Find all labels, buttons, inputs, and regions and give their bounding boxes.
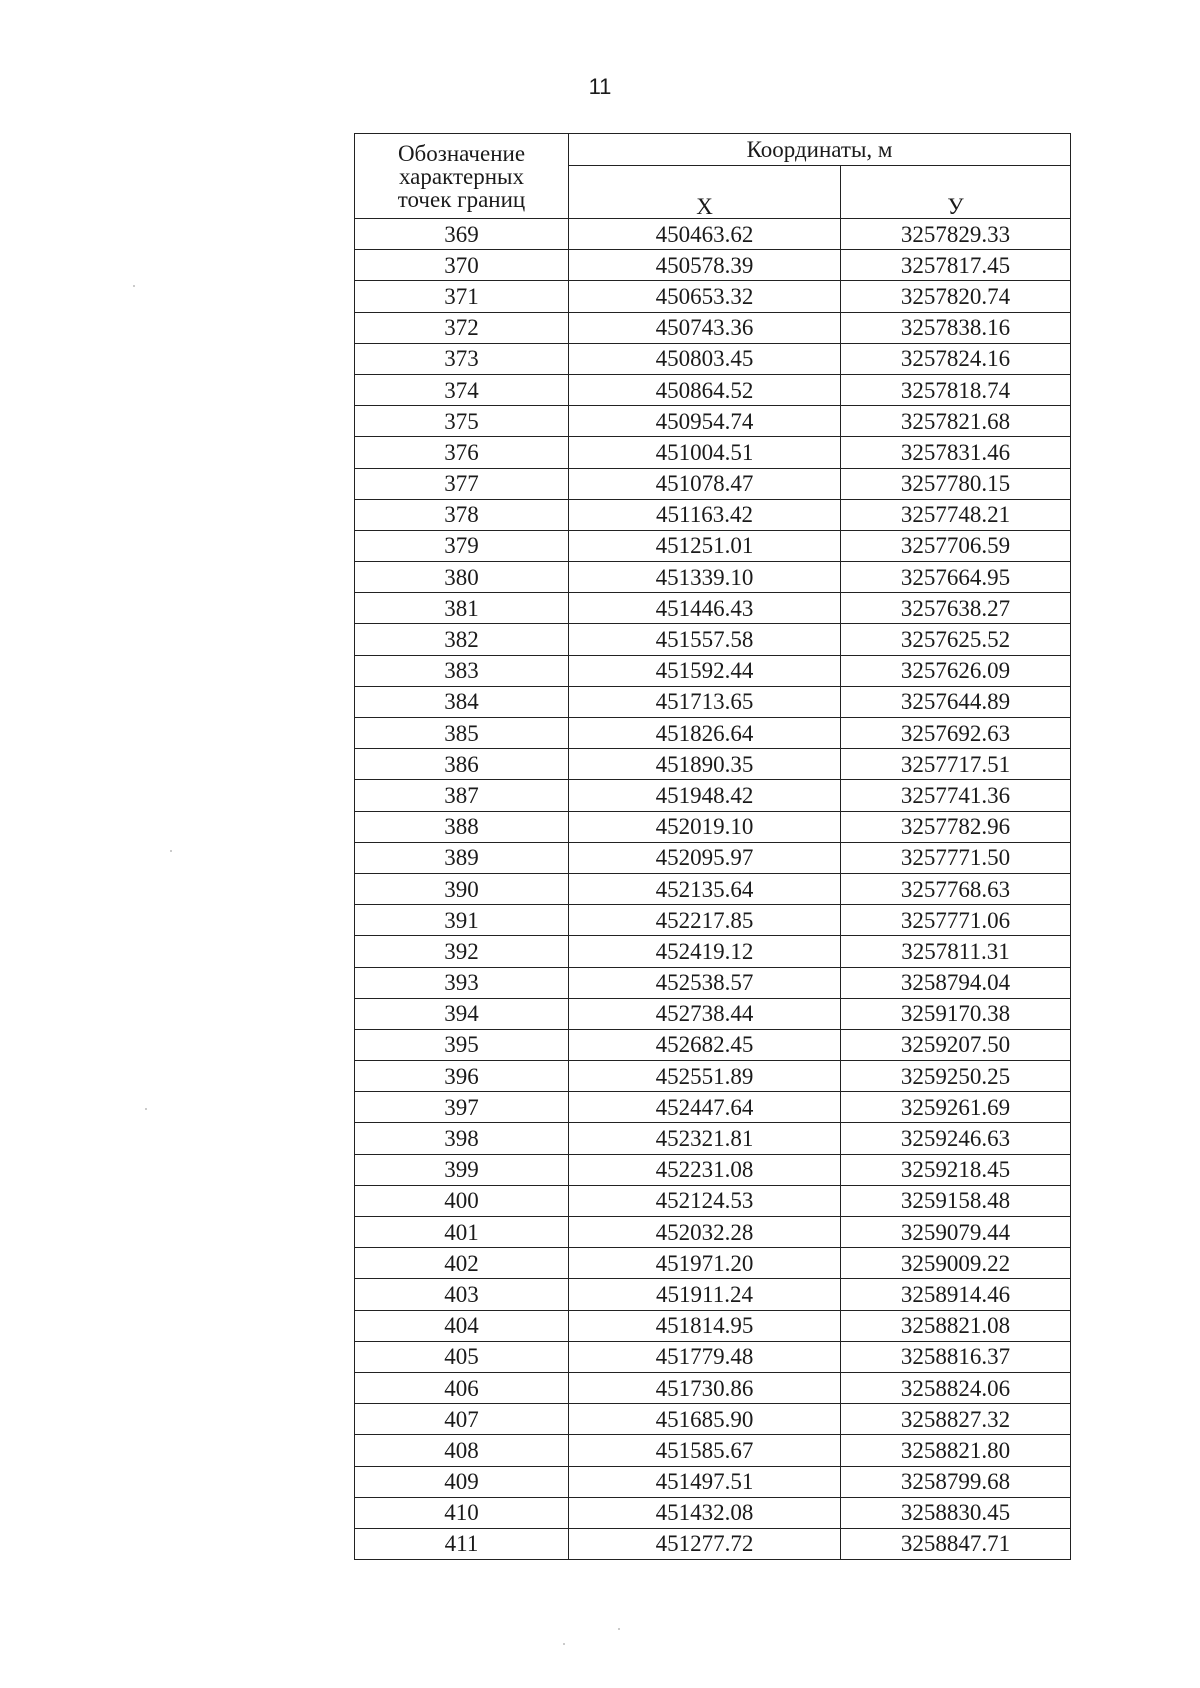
x-coordinate-cell: 452682.45 [569,1029,841,1060]
header-x: X [569,166,841,219]
y-coordinate-cell: 3257717.51 [841,749,1071,780]
y-coordinate-cell: 3257780.15 [841,468,1071,499]
x-coordinate-cell: 452135.64 [569,873,841,904]
table-row [355,1061,1071,1092]
table-row [355,1123,1071,1154]
y-coordinate-cell: 3259218.45 [841,1154,1071,1185]
point-number-cell: 398 [355,1123,569,1154]
table-row [355,811,1071,842]
x-coordinate-cell: 452419.12 [569,936,841,967]
point-number-cell: 390 [355,873,569,904]
point-number-cell: 382 [355,624,569,655]
point-number-cell: 373 [355,343,569,374]
table-row [355,1154,1071,1185]
scan-speck [170,850,172,852]
x-coordinate-cell: 451251.01 [569,530,841,561]
y-coordinate-cell: 3257811.31 [841,936,1071,967]
point-number-cell: 369 [355,219,569,250]
x-coordinate-cell: 451971.20 [569,1248,841,1279]
table-header [355,134,1071,219]
x-coordinate-cell: 450803.45 [569,343,841,374]
y-coordinate-cell: 3259250.25 [841,1061,1071,1092]
y-coordinate-cell: 3257829.33 [841,219,1071,250]
table-body [355,219,1071,1560]
table-row [355,281,1071,312]
y-coordinate-cell: 3258821.08 [841,1310,1071,1341]
table-row [355,1528,1071,1559]
table-row [355,312,1071,343]
scan-speck [618,1628,620,1630]
x-coordinate-cell: 451004.51 [569,437,841,468]
y-coordinate-cell: 3257824.16 [841,343,1071,374]
table-row [355,1092,1071,1123]
point-number-cell: 403 [355,1279,569,1310]
point-number-cell: 375 [355,406,569,437]
x-coordinate-cell: 450954.74 [569,406,841,437]
table-row [355,686,1071,717]
point-number-cell: 378 [355,499,569,530]
x-coordinate-cell: 451713.65 [569,686,841,717]
x-coordinate-cell: 451078.47 [569,468,841,499]
y-coordinate-cell: 3258799.68 [841,1466,1071,1497]
point-number-cell: 384 [355,686,569,717]
table-row [355,655,1071,686]
point-number-cell: 395 [355,1029,569,1060]
y-coordinate-cell: 3259009.22 [841,1248,1071,1279]
y-coordinate-cell: 3257821.68 [841,406,1071,437]
point-number-cell: 376 [355,437,569,468]
x-coordinate-cell: 452095.97 [569,842,841,873]
x-coordinate-cell: 451497.51 [569,1466,841,1497]
y-coordinate-cell: 3259170.38 [841,998,1071,1029]
coordinates-table [354,133,1071,1560]
table-row [355,1341,1071,1372]
x-coordinate-cell: 451592.44 [569,655,841,686]
y-coordinate-cell: 3257818.74 [841,374,1071,405]
table-row [355,374,1071,405]
y-coordinate-cell: 3257638.27 [841,593,1071,624]
point-number-cell: 392 [355,936,569,967]
point-number-cell: 397 [355,1092,569,1123]
point-number-cell: 389 [355,842,569,873]
header-label-line: точек границ [397,186,526,212]
table-row [355,468,1071,499]
table-row [355,967,1071,998]
point-number-cell: 399 [355,1154,569,1185]
x-coordinate-cell: 451779.48 [569,1341,841,1372]
table-row [355,250,1071,281]
table-row [355,780,1071,811]
x-coordinate-cell: 451557.58 [569,624,841,655]
point-number-cell: 374 [355,374,569,405]
table-row [355,343,1071,374]
table-row [355,842,1071,873]
table-row [355,562,1071,593]
point-number-cell: 407 [355,1404,569,1435]
point-number-cell: 404 [355,1310,569,1341]
x-coordinate-cell: 451948.42 [569,780,841,811]
y-coordinate-cell: 3258827.32 [841,1404,1071,1435]
point-number-cell: 396 [355,1061,569,1092]
table-row [355,1372,1071,1403]
point-number-cell: 385 [355,718,569,749]
table-row [355,718,1071,749]
x-coordinate-cell: 451826.64 [569,718,841,749]
y-coordinate-cell: 3258816.37 [841,1341,1071,1372]
header-y: У [841,166,1071,219]
x-coordinate-cell: 451339.10 [569,562,841,593]
table-row [355,1279,1071,1310]
x-coordinate-cell: 452321.81 [569,1123,841,1154]
x-coordinate-cell: 451163.42 [569,499,841,530]
y-coordinate-cell: 3257771.06 [841,905,1071,936]
table-row [355,437,1071,468]
y-coordinate-cell: 3257820.74 [841,281,1071,312]
table-row [355,1435,1071,1466]
y-coordinate-cell: 3258821.80 [841,1435,1071,1466]
point-number-cell: 379 [355,530,569,561]
table-row [355,1185,1071,1216]
header-label-line: Обозначение [397,140,526,166]
point-number-cell: 400 [355,1185,569,1216]
point-number-cell: 387 [355,780,569,811]
point-number-cell: 405 [355,1341,569,1372]
y-coordinate-cell: 3257692.63 [841,718,1071,749]
point-number-cell: 394 [355,998,569,1029]
scan-speck [563,1643,565,1645]
table-row [355,1248,1071,1279]
point-number-cell: 380 [355,562,569,593]
y-coordinate-cell: 3259261.69 [841,1092,1071,1123]
y-coordinate-cell: 3258794.04 [841,967,1071,998]
table-row [355,1310,1071,1341]
x-coordinate-cell: 452032.28 [569,1217,841,1248]
header-coordinates: Координаты, м [569,134,1071,166]
x-coordinate-cell: 451730.86 [569,1372,841,1403]
table-row [355,1404,1071,1435]
x-coordinate-cell: 452551.89 [569,1061,841,1092]
x-coordinate-cell: 450653.32 [569,281,841,312]
x-coordinate-cell: 451585.67 [569,1435,841,1466]
table-row [355,1029,1071,1060]
y-coordinate-cell: 3257664.95 [841,562,1071,593]
table-row [355,905,1071,936]
y-coordinate-cell: 3257838.16 [841,312,1071,343]
point-number-cell: 386 [355,749,569,780]
y-coordinate-cell: 3257626.09 [841,655,1071,686]
table-row [355,593,1071,624]
y-coordinate-cell: 3258914.46 [841,1279,1071,1310]
y-coordinate-cell: 3257782.96 [841,811,1071,842]
x-coordinate-cell: 451814.95 [569,1310,841,1341]
x-coordinate-cell: 452124.53 [569,1185,841,1216]
point-number-cell: 408 [355,1435,569,1466]
point-number-cell: 370 [355,250,569,281]
point-number-cell: 391 [355,905,569,936]
table-row [355,1217,1071,1248]
point-number-cell: 401 [355,1217,569,1248]
x-coordinate-cell: 452738.44 [569,998,841,1029]
table-row [355,936,1071,967]
scan-speck [133,285,135,287]
x-coordinate-cell: 452217.85 [569,905,841,936]
point-number-cell: 402 [355,1248,569,1279]
y-coordinate-cell: 3257817.45 [841,250,1071,281]
point-number-cell: 410 [355,1497,569,1528]
table-row [355,749,1071,780]
x-coordinate-cell: 451432.08 [569,1497,841,1528]
table-row [355,530,1071,561]
y-coordinate-cell: 3259079.44 [841,1217,1071,1248]
x-coordinate-cell: 451890.35 [569,749,841,780]
table-row [355,406,1071,437]
x-coordinate-cell: 450864.52 [569,374,841,405]
point-number-cell: 377 [355,468,569,499]
y-coordinate-cell: 3257831.46 [841,437,1071,468]
y-coordinate-cell: 3258824.06 [841,1372,1071,1403]
x-coordinate-cell: 451911.24 [569,1279,841,1310]
x-coordinate-cell: 450743.36 [569,312,841,343]
header-point-designation [355,134,569,219]
x-coordinate-cell: 452231.08 [569,1154,841,1185]
header-label-line: характерных [398,163,524,189]
point-number-cell: 406 [355,1372,569,1403]
point-number-cell: 393 [355,967,569,998]
table-row [355,873,1071,904]
table-row [355,998,1071,1029]
point-number-cell: 388 [355,811,569,842]
x-coordinate-cell: 452447.64 [569,1092,841,1123]
table-row [355,499,1071,530]
scan-speck [145,1108,147,1110]
y-coordinate-cell: 3259158.48 [841,1185,1071,1216]
x-coordinate-cell: 452019.10 [569,811,841,842]
x-coordinate-cell: 451685.90 [569,1404,841,1435]
y-coordinate-cell: 3257748.21 [841,499,1071,530]
y-coordinate-cell: 3257771.50 [841,842,1071,873]
x-coordinate-cell: 451277.72 [569,1528,841,1559]
y-coordinate-cell: 3258830.45 [841,1497,1071,1528]
point-number-cell: 409 [355,1466,569,1497]
point-number-cell: 383 [355,655,569,686]
table-row [355,1466,1071,1497]
y-coordinate-cell: 3258847.71 [841,1528,1071,1559]
point-number-cell: 371 [355,281,569,312]
y-coordinate-cell: 3257625.52 [841,624,1071,655]
y-coordinate-cell: 3257741.36 [841,780,1071,811]
x-coordinate-cell: 450463.62 [569,219,841,250]
x-coordinate-cell: 450578.39 [569,250,841,281]
page-number: 11 [588,74,612,99]
point-number-cell: 411 [355,1528,569,1559]
y-coordinate-cell: 3257768.63 [841,873,1071,904]
x-coordinate-cell: 452538.57 [569,967,841,998]
y-coordinate-cell: 3259246.63 [841,1123,1071,1154]
table-row [355,624,1071,655]
y-coordinate-cell: 3257644.89 [841,686,1071,717]
table-row [355,219,1071,250]
point-number-cell: 372 [355,312,569,343]
x-coordinate-cell: 451446.43 [569,593,841,624]
y-coordinate-cell: 3257706.59 [841,530,1071,561]
table-row [355,1497,1071,1528]
point-number-cell: 381 [355,593,569,624]
y-coordinate-cell: 3259207.50 [841,1029,1071,1060]
